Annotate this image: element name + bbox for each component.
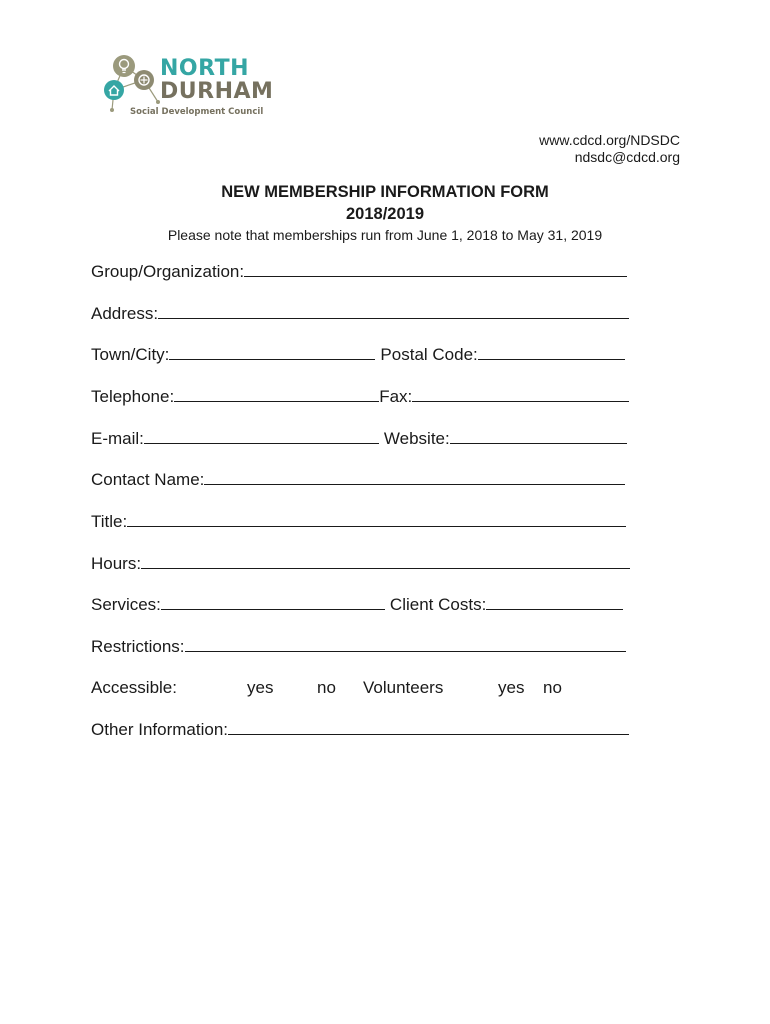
lightbulb-icon — [113, 55, 135, 77]
volunteers-no[interactable]: no — [543, 678, 562, 697]
home-icon — [104, 80, 124, 100]
label-hours: Hours: — [91, 554, 142, 573]
label-address: Address: — [91, 304, 159, 323]
row-group — [91, 262, 627, 282]
label-services: Services: — [91, 595, 161, 614]
restrictions-field[interactable] — [185, 637, 626, 652]
other-information-field[interactable] — [228, 720, 629, 735]
client-costs-field[interactable] — [486, 595, 623, 610]
accessible-no[interactable]: no — [317, 678, 336, 697]
label-other-information: Other Information: — [91, 720, 229, 739]
label-restrictions: Restrictions: — [91, 637, 185, 656]
label-contact-name: Contact Name: — [91, 470, 205, 489]
row-accessible-volunteers — [91, 678, 562, 698]
label-group: Group/Organization: — [91, 262, 245, 281]
contact-website: www.cdcd.org/NDSDC — [539, 132, 680, 148]
label-client-costs: Client Costs: — [389, 595, 487, 614]
accessible-yes[interactable]: yes — [247, 678, 274, 697]
contact-name-field[interactable] — [204, 470, 625, 485]
logo-subtitle: Social Development Council — [130, 107, 264, 117]
email-field[interactable] — [144, 429, 379, 444]
title-field[interactable] — [127, 512, 626, 527]
label-website: Website: — [383, 429, 450, 448]
group-field[interactable] — [244, 262, 627, 277]
postal-code-field[interactable] — [478, 345, 625, 360]
row-email-website — [91, 429, 627, 449]
label-postal: Postal Code: — [380, 345, 478, 364]
label-email: E-mail: — [91, 429, 144, 448]
row-town-postal — [91, 345, 625, 365]
volunteers-yes[interactable]: yes — [498, 678, 525, 697]
row-phone-fax — [91, 387, 629, 407]
label-volunteers: Volunteers — [363, 678, 444, 697]
fax-field[interactable] — [412, 387, 629, 402]
form-year: 2018/2019 — [346, 205, 424, 223]
row-restrictions — [91, 637, 626, 657]
services-field[interactable] — [161, 595, 385, 610]
row-other-information — [91, 720, 629, 740]
membership-note: Please note that memberships run from June 1, 2018 to May 31, 2019 — [167, 227, 603, 243]
row-title — [91, 512, 626, 532]
compass-icon — [134, 70, 154, 90]
ndsdc-logo — [102, 52, 274, 124]
hours-field[interactable] — [141, 554, 630, 569]
row-address — [91, 304, 629, 324]
telephone-field[interactable] — [174, 387, 379, 402]
logo-north: NORTH — [160, 56, 249, 81]
logo-durham: DURHAM — [160, 79, 274, 104]
row-contact-name — [91, 470, 625, 490]
website-field[interactable] — [450, 429, 627, 444]
form-title: NEW MEMBERSHIP INFORMATION FORM — [221, 183, 549, 201]
row-services-costs — [91, 595, 623, 615]
logo-mark — [102, 52, 162, 114]
label-town: Town/City: — [91, 345, 170, 364]
label-accessible: Accessible: — [91, 678, 177, 697]
address-field[interactable] — [158, 304, 629, 319]
label-title: Title: — [91, 512, 128, 531]
label-fax: Fax: — [379, 387, 413, 406]
label-telephone: Telephone: — [91, 387, 175, 406]
row-hours — [91, 554, 630, 574]
town-field[interactable] — [169, 345, 375, 360]
contact-email: ndsdc@cdcd.org — [574, 149, 680, 165]
